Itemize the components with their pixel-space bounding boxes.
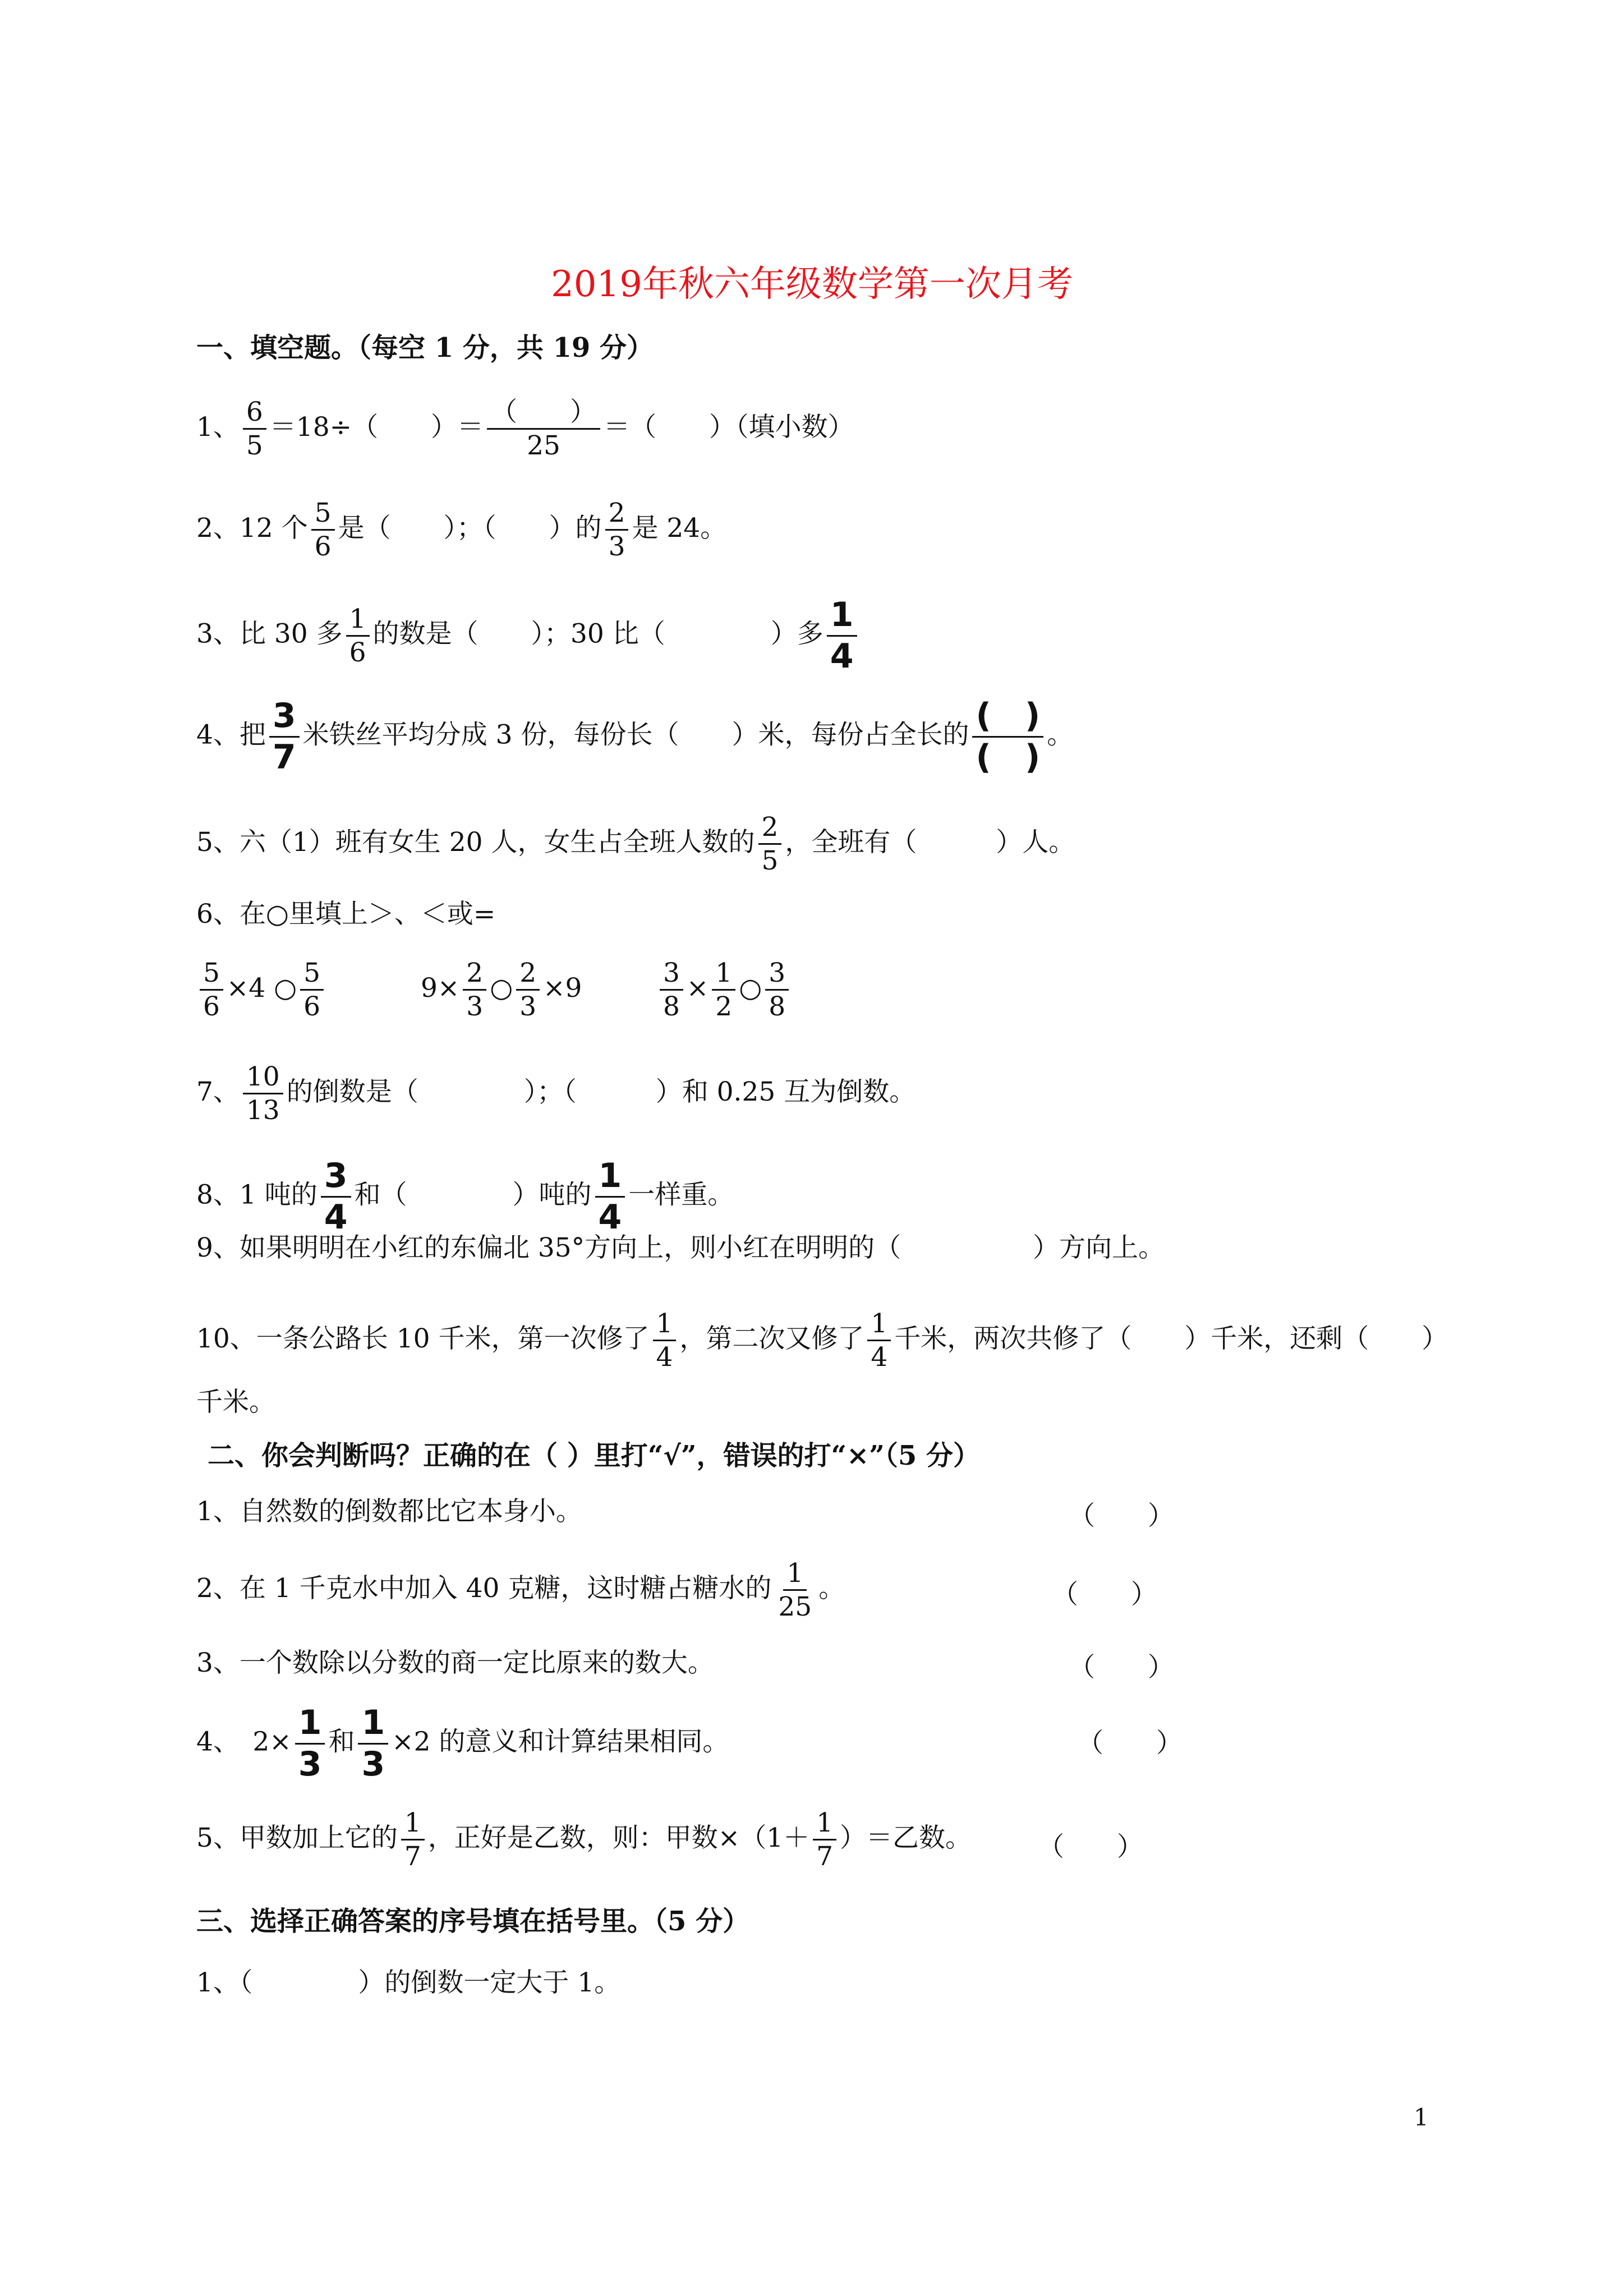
fraction: $\frac{3}{4}$ [321, 1158, 351, 1235]
fraction: $\frac{2}{5}$ [758, 813, 782, 875]
fraction: $\frac{( )}{25}$ [487, 398, 600, 460]
q1-7: 7、 $\frac{10}{13}$ 的倒数是（ ）；（ ）和 0.25 互为倒数。 [196, 1061, 916, 1126]
q1-2: 2、12 个 $\frac{5}{6}$ 是（ ）；（ ）的 $\frac{2}{3}$ 是 24。 [196, 498, 727, 563]
fraction: $\frac{1}{2}$ [712, 959, 735, 1021]
q1-6b: 9× $\frac{2}{3}$ ○ $\frac{2}{3}$ ×9 [421, 958, 582, 1023]
section1-heading: 一、填空题。（每空 1 分，共 19 分） [196, 332, 654, 364]
q2-4: 4、 2× $\frac{1}{3}$ 和 $\frac{1}{3}$ ×2 的意义和计算结果相同。 [196, 1703, 729, 1784]
q1-6a: $\frac{5}{6}$ ×4 ○ $\frac{5}{6}$ [196, 959, 327, 1021]
q1-9: 9、如果明明在小红的东偏北 35°方向上，则小红在明明的（ ）方向上。 [196, 1232, 1165, 1263]
fraction: $\frac{3}{8}$ [765, 959, 789, 1021]
fraction: $\frac{1}{3}$ [358, 1705, 388, 1782]
fraction: $\frac{5}{6}$ [311, 499, 335, 561]
page-title: 2019年秋六年级数学第一次月考 [551, 264, 1073, 305]
fraction: $\frac{1}{4}$ [595, 1158, 625, 1235]
answer-blank[interactable]: （ ） [1069, 1652, 1174, 1683]
q1-10: 10、一条公路长 10 千米，第一次修了 $\frac{1}{4}$ ，第二次又修了 $\frac{1}{4}$ 千米，两次共修了（ ）千米，还剩（ ） [196, 1308, 1448, 1373]
fraction: $\frac{2}{3}$ [605, 499, 629, 561]
fraction: $\frac{3}{7}$ [269, 698, 300, 775]
q2-2: 2、在 1 千克水中加入 40 克糖，这时糖占糖水的 $\frac{1}{25}$ 。 [196, 1558, 845, 1623]
q3-1: 1、（ ）的倒数一定大于 1。 [196, 1967, 621, 1998]
fraction: $\frac{5}{6}$ [300, 959, 324, 1021]
q2-5: 5、甲数加上它的 $\frac{1}{7}$ ，正好是乙数，则：甲数×（1＋ $\frac{1}{7}$ ）＝乙数。 [196, 1807, 972, 1872]
answer-blank[interactable]: （ ） [1069, 1501, 1174, 1531]
answer-blank[interactable]: （ ） [1077, 1728, 1183, 1759]
q1-6: 6、在○里填上＞、＜或= [196, 899, 496, 930]
fraction: $\frac{1}{6}$ [346, 605, 370, 667]
q1-5: 5、六（1）班有女生 20 人，女生占全班人数的 $\frac{2}{5}$ ，全班有（ ）人。 [196, 812, 1075, 877]
fraction: $\frac{10}{13}$ [243, 1063, 283, 1125]
fraction: $\frac{1}{7}$ [813, 1809, 836, 1871]
fraction: $\frac{3}{8}$ [660, 959, 683, 1021]
q1-4: 4、把 $\frac{3}{7}$ 米铁丝平均分成 3 份，每份长（ ）米，每份占全长的 $\frac{( )}{( )}$ 。 [196, 696, 1074, 777]
q2-1: 1、自然数的倒数都比它本身小。 [196, 1496, 582, 1527]
q1-1: 1、 $\frac{6}{5}$ ＝18÷（ ）＝ $\frac{( )}{25}$ ＝（ ）（填小数） [196, 397, 854, 462]
fraction: $\frac{6}{5}$ [243, 398, 266, 460]
fraction: $\frac{1}{3}$ [295, 1705, 325, 1782]
answer-fraction-blank[interactable]: $\frac{( )}{( )}$ [972, 698, 1043, 775]
q1-10-continued: 千米。 [196, 1387, 275, 1418]
fraction: $\frac{1}{4}$ [653, 1310, 677, 1372]
answer-blank[interactable]: （ ） [1052, 1579, 1157, 1610]
fraction: $\frac{2}{3}$ [516, 959, 540, 1021]
fraction: $\frac{1}{25}$ [778, 1558, 812, 1623]
fraction: $\frac{2}{3}$ [463, 959, 486, 1021]
page-number: 1 [1414, 2104, 1429, 2131]
fraction: $\frac{1}{4}$ [827, 597, 857, 674]
fraction: $\frac{5}{6}$ [200, 959, 223, 1021]
q1-3: 3、比 30 多 $\frac{1}{6}$ 的数是（ ）；30 比（ ）多 $\frac{1}{4}$ [196, 597, 861, 674]
fraction: $\frac{1}{4}$ [867, 1310, 891, 1372]
section2-heading: 二、你会判断吗？正确的在（ ）里打“√”，错误的打“×”（5 分） [208, 1440, 981, 1471]
answer-blank[interactable]: （ ） [1038, 1832, 1143, 1862]
fraction: $\frac{1}{7}$ [401, 1809, 425, 1871]
q1-6c: $\frac{3}{8}$ × $\frac{1}{2}$ ○ $\frac{3}{8}$ [656, 959, 792, 1021]
section3-heading: 三、选择正确答案的序号填在括号里。（5 分） [196, 1906, 750, 1937]
q1-8: 8、1 吨的 $\frac{3}{4}$ 和（ ）吨的 $\frac{1}{4}$ 一样重。 [196, 1156, 734, 1237]
q2-3: 3、一个数除以分数的商一定比原来的数大。 [196, 1648, 714, 1678]
